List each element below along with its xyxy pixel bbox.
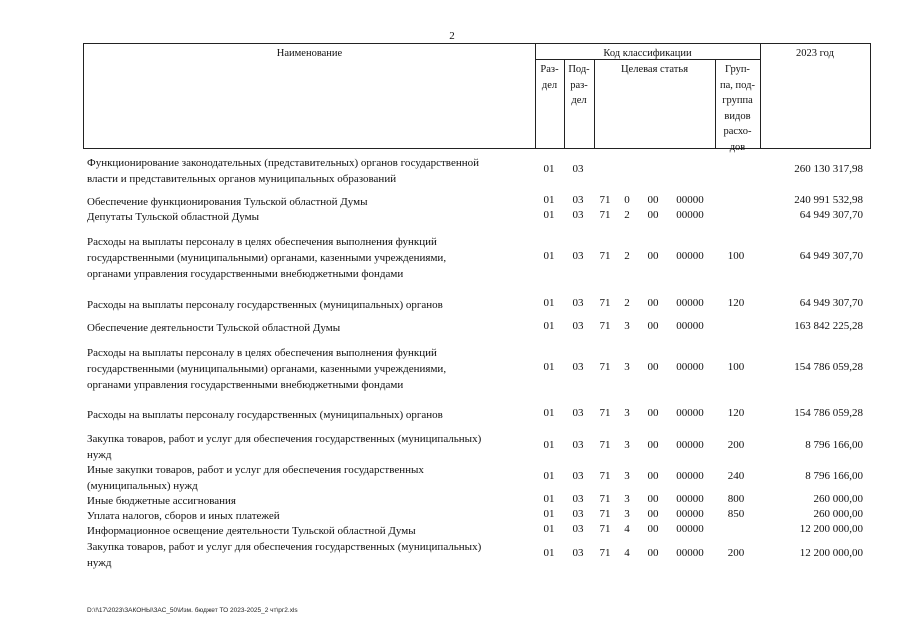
row-name: Функционирование законодательных (представительных) органов государственной власти и представительных органов муниципальных образований <box>87 157 479 185</box>
row-amount: 260 000,00 <box>813 493 863 505</box>
header-razdel: Раз- дел <box>540 64 559 91</box>
header-year: 2023 год <box>796 48 834 59</box>
header-podrazdel: Под- раз- дел <box>568 64 590 106</box>
header-classification: Код классификации <box>603 48 692 59</box>
row-name: Закупка товаров, работ и услуг для обеспечения государственных (муниципальных) нужд <box>87 541 482 569</box>
file-path-footer: D:\!\17\2023\ЗАКОНЫ\ЗАС_50\Изм. бюджет ТО 2023-2025_2 чт\рг2.xls <box>87 607 298 614</box>
row-name: Закупка товаров, работ и услуг для обеспечения государственных (муниципальных) нужд <box>87 433 482 461</box>
row-name: Иные бюджетные ассигнования <box>87 495 236 507</box>
row-amount: 260 130 317,98 <box>794 163 863 175</box>
row-amount: 64 949 307,70 <box>799 250 863 262</box>
row-name: Информационное освещение деятельности Тульской областной Думы <box>87 525 416 537</box>
row-amount: 260 000,00 <box>813 508 863 520</box>
row-amount: 64 949 307,70 <box>799 297 863 309</box>
row-amount: 240 991 532,98 <box>794 194 863 206</box>
row-amount: 8 796 166,00 <box>805 470 863 482</box>
row-name: Обеспечение деятельности Тульской областной Думы <box>87 322 341 334</box>
table-header <box>83 43 871 153</box>
row-amount: 12 200 000,00 <box>799 523 863 535</box>
row-name: Иные закупки товаров, работ и услуг для обеспечения государственных (муниципальных) нужд <box>87 464 424 492</box>
row-amount: 163 842 225,28 <box>794 320 863 332</box>
row-name: Обеспечение функционирования Тульской областной Думы <box>87 196 368 208</box>
header-target: Целевая статья <box>620 64 689 75</box>
row-amount: 64 949 307,70 <box>799 209 863 221</box>
row-name: Расходы на выплаты персоналу государственных (муниципальных) органов <box>87 409 443 421</box>
page-number: 2 <box>449 30 455 42</box>
row-amount: 12 200 000,00 <box>799 547 863 559</box>
row-amount: 154 786 059,28 <box>794 361 863 373</box>
row-amount: 154 786 059,28 <box>794 407 863 419</box>
header-group: Груп- па, под- группа видов расхо- дов <box>720 64 755 153</box>
row-name: Депутаты Тульской областной Думы <box>87 211 260 223</box>
row-name: Расходы на выплаты персоналу в целях обеспечения выполнения функций государственными (муниципальными) органами, казенными учреждениями, органами управления государственными внебюджетными фондами <box>87 347 447 391</box>
header-name: Наименование <box>276 48 343 59</box>
row-amount: 8 796 166,00 <box>805 439 863 451</box>
row-name: Расходы на выплаты персоналу в целях обеспечения выполнения функций государственными (муниципальными) органами, казенными учреждениями, органами управления государственными внебюджетными фондами <box>87 236 447 280</box>
row-name: Расходы на выплаты персоналу государственных (муниципальных) органов <box>87 299 443 311</box>
row-name: Уплата налогов, сборов и иных платежей <box>87 510 280 522</box>
